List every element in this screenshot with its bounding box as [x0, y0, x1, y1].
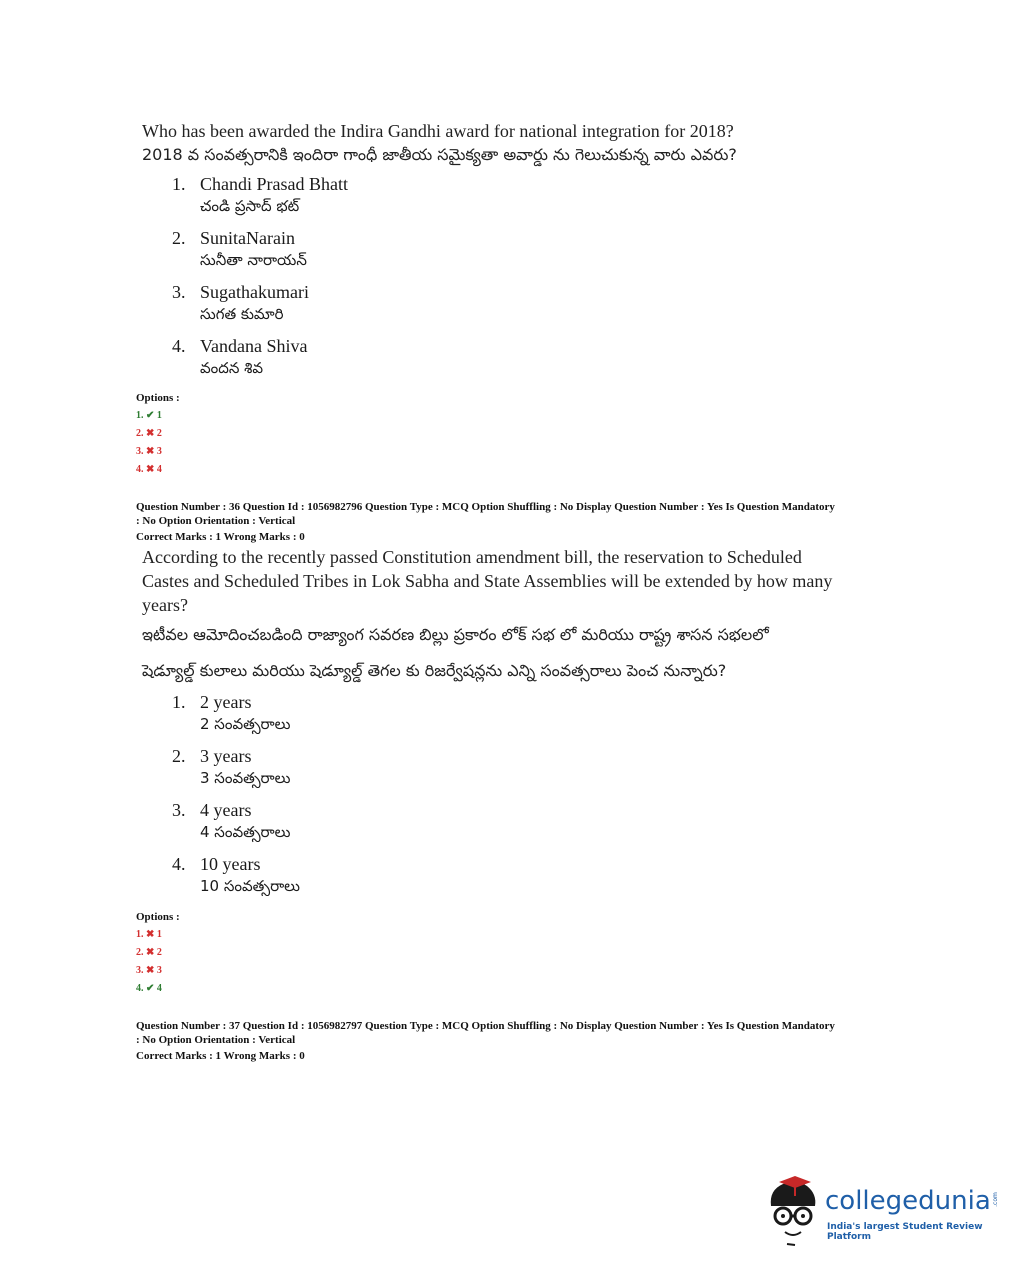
option-item [172, 173, 902, 227]
question-text-en: According to the recently passed Constitution amendment bill, the reservation to Scheduled [142, 547, 802, 567]
logo-domain: .com [991, 1192, 999, 1207]
option-number: 2. [172, 228, 186, 248]
option-number: 4. [172, 854, 186, 874]
question-text-en: years? [142, 595, 188, 615]
check-icon: ✔ [146, 983, 155, 994]
option-item [172, 691, 902, 745]
option-text-en: 10 years [200, 854, 261, 874]
cross-icon: ✖ [146, 929, 155, 940]
question-text-te: 2018 వ సంవత్సరానికి ఇందిరా గాంధీ జాతీయ సమైక్యతా అవార్డు ను గెలుచుకున్న వారు ఎవరు? [142, 145, 737, 164]
option-text-te: 4 సంవత్సరాలు [200, 823, 291, 841]
options-label: Options : [136, 392, 180, 404]
question-36-meta [136, 500, 916, 544]
option-number: 4. [172, 336, 186, 356]
cross-icon: ✖ [146, 947, 155, 958]
question-marks: Correct Marks : 1 Wrong Marks : 0 [136, 1050, 305, 1062]
question-meta-line: : No Option Orientation : Vertical [136, 515, 296, 527]
option-number: 1. [172, 692, 186, 712]
option-text-te: సుగత కుమారి [200, 305, 284, 323]
question-text-en: Castes and Scheduled Tribes in Lok Sabha and State Assemblies will be extended by how many [142, 571, 833, 591]
question-37-meta [136, 1019, 916, 1063]
question-meta-line: Question Number : 37 Question Id : 1056982797 Question Type : MCQ Option Shuffling : No Display Question Number : Yes Is Question Mandatory [136, 1020, 835, 1032]
answer-row-wrong: 2. ✖ 2 [136, 428, 162, 439]
option-item [172, 799, 902, 853]
option-item [172, 853, 902, 907]
question-marks: Correct Marks : 1 Wrong Marks : 0 [136, 531, 305, 543]
collegedunia-logo[interactable] [765, 1176, 999, 1248]
option-number: 3. [172, 800, 186, 820]
option-text-en: 4 years [200, 800, 252, 820]
answer-row-wrong: 2. ✖ 2 [136, 947, 162, 958]
logo-tagline: India's largest Student Review Platform [827, 1222, 983, 1242]
answer-row-wrong: 1. ✖ 1 [136, 929, 162, 940]
answer-key-35 [136, 391, 916, 479]
option-item [172, 227, 902, 281]
option-number: 1. [172, 174, 186, 194]
answer-row-wrong: 3. ✖ 3 [136, 446, 162, 457]
answer-row-correct: 1. ✔ 1 [136, 410, 162, 421]
option-text-te: సునీతా నారాయన్ [200, 251, 307, 269]
logo-wordmark: collegedunia [825, 1186, 991, 1216]
cross-icon: ✖ [146, 464, 155, 475]
option-number: 2. [172, 746, 186, 766]
answer-row-wrong: 3. ✖ 3 [136, 965, 162, 976]
option-text-en: 2 years [200, 692, 252, 712]
cross-icon: ✖ [146, 446, 155, 457]
option-text-en: Sugathakumari [200, 282, 309, 302]
answer-key-36 [136, 910, 916, 998]
mascot-icon [765, 1176, 823, 1248]
check-icon: ✔ [146, 410, 155, 421]
option-item [172, 745, 902, 799]
question-35 [142, 119, 902, 389]
question-meta-line: : No Option Orientation : Vertical [136, 1034, 296, 1046]
option-text-te: 3 సంవత్సరాలు [200, 769, 291, 787]
answer-row-correct: 4. ✔ 4 [136, 983, 162, 994]
option-text-en: 3 years [200, 746, 252, 766]
cross-icon: ✖ [146, 965, 155, 976]
question-36 [142, 545, 902, 907]
option-text-te: చండి ప్రసాద్ భట్ [200, 197, 300, 215]
answer-row-wrong: 4. ✖ 4 [136, 464, 162, 475]
options-label: Options : [136, 911, 180, 923]
option-number: 3. [172, 282, 186, 302]
question-text-te: షెడ్యూల్డ్ కులాలు మరియు షెడ్యూల్డ్ తెగల కు రిజర్వేషన్లను ఎన్ని సంవత్సరాలు పెంచ నున్నారు? [142, 661, 727, 680]
option-text-en: Vandana Shiva [200, 336, 308, 356]
option-item [172, 281, 902, 335]
question-meta-line: Question Number : 36 Question Id : 1056982796 Question Type : MCQ Option Shuffling : No Display Question Number : Yes Is Question Mandatory [136, 501, 835, 513]
cross-icon: ✖ [146, 428, 155, 439]
option-text-te: 2 సంవత్సరాలు [200, 715, 291, 733]
option-text-en: Chandi Prasad Bhatt [200, 174, 348, 194]
option-text-en: SunitaNarain [200, 228, 295, 248]
question-text-te: ఇటీవల ఆమోదించబడింది రాజ్యాంగ సవరణ బిల్లు ప్రకారం లోక్ సభ లో మరియు రాష్ట్ర శాసన సభలలో [142, 625, 769, 644]
question-text-en: Who has been awarded the Indira Gandhi award for national integration for 2018? [142, 121, 734, 141]
option-text-te: వందన శివ [200, 359, 264, 377]
option-text-te: 10 సంవత్సరాలు [200, 877, 300, 895]
option-item [172, 335, 902, 389]
